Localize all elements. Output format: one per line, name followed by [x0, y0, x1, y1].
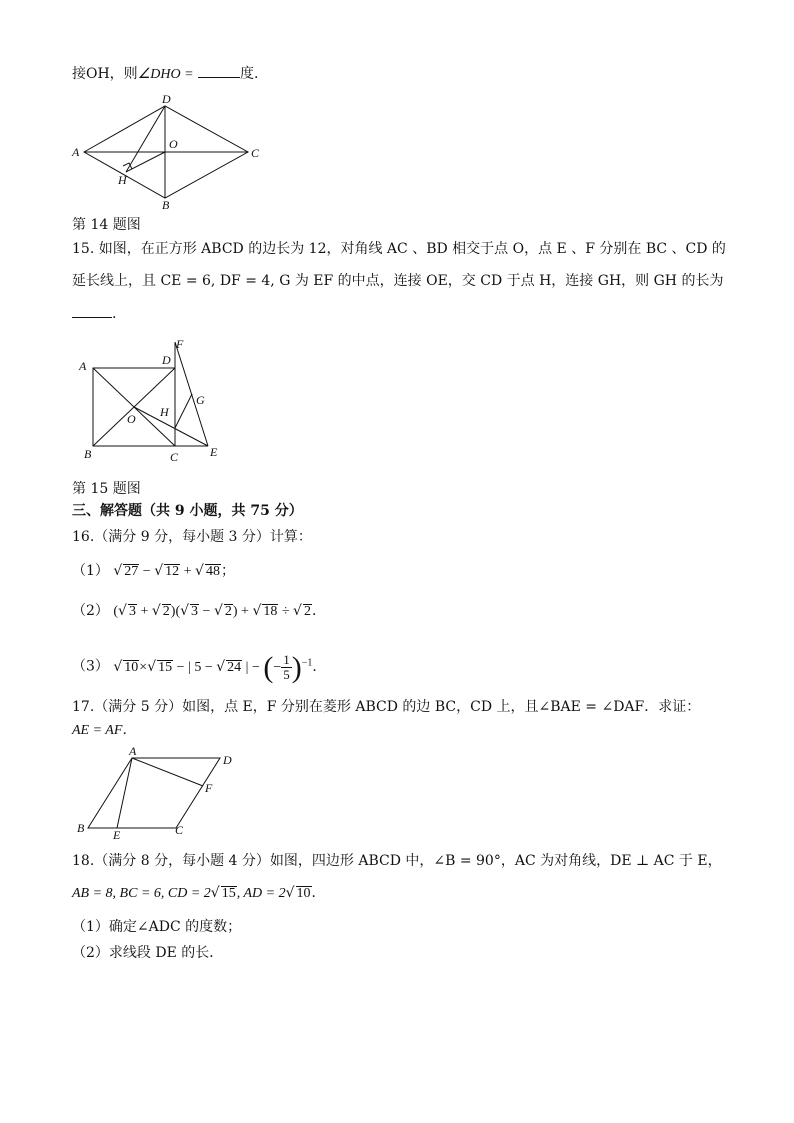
q15-label-f: F	[176, 337, 184, 351]
q14-label-h: H	[118, 173, 127, 187]
q17-line1: 17.（满分 5 分）如图，点 E，F 分别在菱形 ABCD 的边 BC，CD 上，且∠BAE = ∠DAF．求证：	[72, 699, 701, 715]
q17-label-a: A	[129, 746, 137, 758]
q14-tail-line	[72, 64, 258, 84]
q17-rhombus	[88, 758, 220, 828]
q18-radicand-ad: 10	[296, 886, 311, 901]
q15-label-d: D	[162, 353, 171, 367]
q15-segment-hg	[175, 394, 192, 428]
q15-caption: 第 15 题图	[72, 481, 141, 497]
section3-heading: 三、解答题（共 9 小题，共 75 分）	[72, 503, 303, 519]
q14-label-o: O	[169, 137, 178, 151]
q14-label-a: A	[72, 145, 80, 159]
q18-line2-part-b: , AD = 2	[236, 886, 286, 901]
q14-rhombus-figure	[68, 92, 268, 210]
q16-part2-expression: (√ 3 + √ 2)(√ 3 − √ 2) + √ 18 ÷ √ 2．	[113, 603, 326, 619]
q17-line2: AE = AF．	[72, 723, 137, 738]
q16-intro: 16.（满分 9 分，每小题 3 分）计算：	[72, 529, 312, 545]
q16-part3	[72, 648, 326, 683]
q15-segment-oe	[134, 407, 208, 446]
q18-sub1: （1）确定∠ADC 的度数；	[72, 919, 242, 935]
q15-square-figure	[72, 336, 232, 466]
q16-part2-label: （2）	[72, 603, 109, 619]
q18-sub2: （2）求线段 DE 的长．	[72, 945, 224, 961]
q14-caption: 第 14 题图	[72, 217, 141, 233]
q15-line1: 15. 如图，在正方形 ABCD 的边长为 12，对角线 AC 、BD 相交于点 O，点 E 、F 分别在 BC 、CD 的	[72, 241, 726, 257]
q17-segment-af	[132, 758, 203, 786]
q14-label-b: B	[162, 198, 170, 210]
q16-part1-label: （1）	[72, 563, 109, 579]
q16-part3-expression: √ 10×√ 15 − | 5 − √ 24 | − (− $\frac{1}{5}$ )$^{-1}$．	[113, 650, 327, 684]
q17-label-b: B	[77, 821, 85, 835]
q15-label-o: O	[127, 412, 136, 426]
q14-tail-prefix: 接OH，则	[72, 66, 138, 82]
q15-line3-suffix: .	[112, 306, 117, 322]
q16-part3-label: （3）	[72, 658, 109, 675]
q15-label-h: H	[160, 405, 169, 419]
q18-radicand-cd: 15	[221, 886, 236, 901]
q18-line2-part-a: AB = 8, BC = 6, CD = 2	[72, 886, 211, 901]
q16-part1-expression: √ 27 − √ 12 + √ 48；	[113, 563, 235, 579]
q15-line3	[72, 304, 116, 323]
q14-label-d: D	[162, 92, 171, 106]
q14-tail-suffix: 度.	[239, 66, 259, 82]
q15-label-b: B	[84, 447, 92, 461]
q18-line2-part-c: ．	[311, 886, 326, 901]
q15-label-a: A	[79, 359, 87, 373]
q15-label-c: C	[170, 450, 179, 464]
q17-label-d: D	[223, 753, 232, 767]
q17-rhombus-figure	[72, 746, 252, 840]
q14-answer-blank[interactable]	[198, 64, 240, 78]
q17-segment-ae	[117, 758, 132, 828]
q15-answer-blank[interactable]	[72, 304, 112, 318]
q16-part2	[72, 602, 326, 621]
q17-label-e: E	[113, 828, 121, 840]
q17-label-c: C	[175, 823, 184, 837]
q18-line2: AB = 8, BC = 6, CD = 2√ 15, AD = 2√ 10．	[72, 885, 326, 901]
q15-line2: 延长线上，且 CE = 6, DF = 4, G 为 EF 的中点，连接 OE，交 CD 于点 H，连接 GH，则 GH 的长为	[72, 273, 724, 289]
q16-part1	[72, 562, 235, 581]
q14-label-c: C	[251, 146, 260, 160]
q15-label-g: G	[196, 393, 205, 407]
q17-label-f: F	[205, 781, 213, 795]
q14-tail-expr: ∠DHO =	[137, 67, 194, 82]
q18-line1: 18.（满分 8 分，每小题 4 分）如图，四边形 ABCD 中，∠B = 90°，AC 为对角线，DE ⊥ AC 于 E，	[72, 853, 722, 869]
q15-label-e: E	[210, 445, 218, 459]
